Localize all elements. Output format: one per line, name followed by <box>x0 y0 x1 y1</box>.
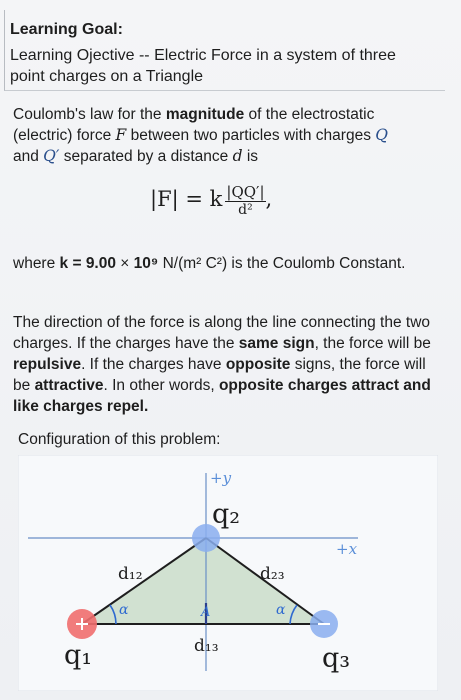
coulomb-formula: |F| = k $\frac{|QQ'|}{\text{d²}}$ , <box>150 183 273 218</box>
triangle-charge-diagram <box>18 455 438 691</box>
d23-label: d₂₃ <box>260 564 285 584</box>
alpha-left-label: α <box>119 602 129 618</box>
y-axis-label: +y <box>210 469 232 487</box>
height-a-label: A <box>201 605 211 620</box>
learning-objective-text: Learning Ojective -- Electric Force in a system of three point charges on a Triangle <box>10 47 396 85</box>
coulomb-intro-paragraph: Coulomb's law for the magnitude of the electrostatic (electric) force F between two particles with charges Q and Q′ separated by a distance d is <box>13 106 388 165</box>
q2-label: q₂ <box>212 499 241 530</box>
alpha-right-label: α <box>276 602 286 618</box>
coulomb-constant-paragraph: where k = 9.00 × 10⁹ N/(m² C²) is the Coulomb Constant. <box>13 255 406 272</box>
q1-label: q₁ <box>64 640 93 671</box>
d12-label: d₁₂ <box>118 564 143 584</box>
learning-goal-title: Learning Goal: <box>10 21 123 38</box>
configuration-label: Configuration of this problem: <box>18 431 221 448</box>
d13-label: d₁₃ <box>194 636 219 656</box>
q3-label: q₃ <box>322 643 351 674</box>
x-axis-label: +x <box>336 540 358 558</box>
force-direction-paragraph: The direction of the force is along the line connecting the two charges. If the charges have the same sign, the force will be repulsive. If the charges have opposite signs, the force will be attractive. In other words, opposite charges attract and like charges repel. <box>13 314 431 415</box>
